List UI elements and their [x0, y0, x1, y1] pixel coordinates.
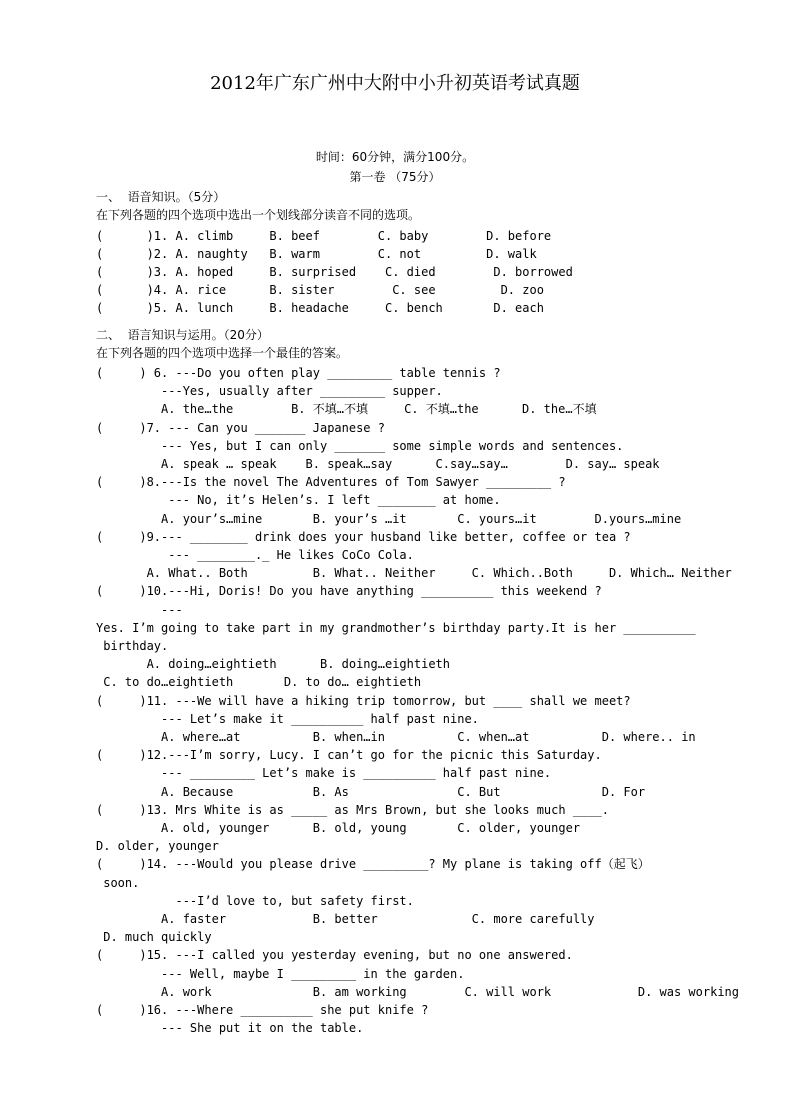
question-line: ( )13. Mrs White is as _____ as Mrs Brown, but she looks much ____.: [96, 802, 609, 817]
question-line: A. doing…eightieth B. doing…eightieth: [96, 657, 451, 672]
question-line: --- No, it’s Helen’s. I left ________ at home.: [96, 493, 501, 508]
question-line: C. to do…eightieth D. to do… eightieth: [96, 675, 422, 690]
question-line: ( )16. ---Where __________ she put knife ?: [96, 1003, 429, 1017]
question-line: ( )15. ---I called you yesterday evening, but no one answered.: [96, 948, 573, 963]
exam-time-info: 时间：60分钟，满分100分。: [315, 150, 475, 164]
question-line: ( )5. A. lunch B. headache C. bench D. each: [96, 301, 544, 316]
question-line: ( )3. A. hoped B. surprised C. died D. borrowed: [96, 265, 573, 280]
question-line: A. old, younger B. old, young C. older, younger: [96, 821, 581, 835]
question-line: ( )8.---Is the novel The Adventures of Tom Sawyer _________ ?: [96, 475, 566, 490]
section1-heading: 一、 语音知识。（5分）: [96, 190, 226, 204]
question-line: ---: [96, 602, 183, 617]
question-line: ( )12.---I’m sorry, Lucy. I can’t go for the picnic this Saturday.: [96, 748, 602, 763]
question-line: A. speak … speak B. speak…say C.say…say… D. say… speak: [96, 457, 660, 471]
exam-title: 2012年广东广州中大附中小升初英语考试真题: [210, 73, 580, 94]
question-line: Yes. I’m going to take part in my grandmother’s birthday party.It is her __________: [96, 620, 696, 635]
question-line: ( )2. A. naughty B. warm C. not D. walk: [96, 247, 537, 262]
question-line: ( )10.---Hi, Doris! Do you have anything __________ this weekend ?: [96, 584, 602, 599]
volume-label: 第一卷 （75分）: [349, 170, 441, 184]
question-line: D. older, younger: [96, 839, 219, 854]
question-line: ( ) 6. ---Do you often play _________ table tennis ?: [96, 366, 501, 380]
question-line: ( )7. --- Can you _______ Japanese ?: [96, 420, 385, 435]
question-line: --- She put it on the table.: [96, 1021, 364, 1036]
question-line: A. Because B. As C. But D. For: [96, 784, 646, 799]
question-line: A. What.. Both B. What.. Neither C. Which..Both D. Which… Neither: [96, 566, 732, 581]
question-line: --- _________ Let’s make is __________ half past nine.: [96, 766, 552, 781]
section2-instruction: 在下列各题的四个选项中选择一个最佳的答案。: [96, 346, 349, 360]
question-line: D. much quickly: [96, 930, 212, 945]
question-line: A. where…at B. when…in C. when…at D. where.. in: [96, 730, 696, 744]
section2-heading: 二、 语言知识与运用。（20分）: [96, 328, 269, 342]
question-line: ( )4. A. rice B. sister C. see D. zoo: [96, 283, 544, 298]
question-line: ( )14. ---Would you please drive _________? My plane is taking off（起飞）: [96, 857, 650, 872]
question-line: --- Let’s make it __________ half past nine.: [96, 711, 479, 726]
question-line: A. faster B. better C. more carefully: [96, 912, 595, 926]
question-line: A. work B. am working C. will work D. was working: [96, 984, 739, 999]
question-line: ( )11. ---We will have a hiking trip tomorrow, but ____ shall we meet?: [96, 693, 631, 708]
question-line: ( )1. A. climb B. beef C. baby D. before: [96, 229, 552, 243]
question-line: A. your’s…mine B. your’s …it C. yours…it D.yours…mine: [96, 511, 682, 526]
question-line: ( )9.--- ________ drink does your husband like better, coffee or tea ?: [96, 529, 631, 544]
question-line: A. the…the B. 不填…不填 C. 不填…the D. the…不填: [96, 402, 597, 417]
section1-instruction: 在下列各题的四个选项中选出一个划线部分读音不同的选项。: [96, 208, 421, 222]
question-line: --- Well, maybe I _________ in the garden.: [96, 966, 465, 981]
question-line: --- ________._ He likes CoCo Cola.: [96, 548, 414, 562]
question-line: --- Yes, but I can only _______ some simple words and sentences.: [96, 438, 624, 453]
question-line: birthday.: [96, 639, 169, 653]
question-line: ---I’d love to, but safety first.: [96, 893, 414, 908]
question-line: soon.: [96, 875, 140, 890]
question-line: ---Yes, usually after _________ supper.: [96, 384, 443, 399]
